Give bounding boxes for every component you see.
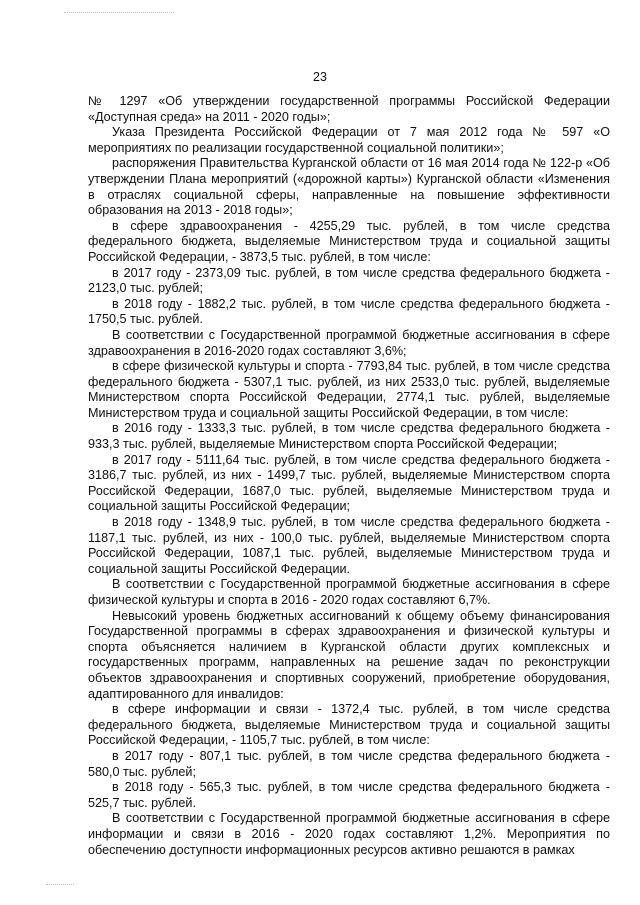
paragraph-healthcare-total: в сфере здравоохранения - 4255,29 тыс. рублей, в том числе средства федерального бюджета, выделяемые Министерством труда и социальной защиты Российской Федерации, - 3873,5 тыс. рублей, в том числе: <box>88 218 610 264</box>
scan-artifact-top <box>64 12 174 14</box>
paragraph-information-2018: в 2018 году - 565,3 тыс. рублей, в том числе средства федерального бюджета - 525,7 тыс. рублей. <box>88 780 610 810</box>
paragraph-information-2017: в 2017 году - 807,1 тыс. рублей, в том числе средства федерального бюджета - 580,0 тыс. рублей; <box>88 748 610 779</box>
paragraph-information-total: в сфере информации и связи - 1372,4 тыс. рублей, в том числе средства федерального бюджета, выделяемые Министерством труда и социальной защиты Российской Федерации, - 1105,7 тыс. рублей, в том числе: <box>88 702 610 748</box>
paragraph-healthcare-share: В соответствии с Государственной программой бюджетные ассигнования в сфере здравоохранения в 2016-2020 годах составляют 3,6%; <box>88 327 610 358</box>
paragraph-sport-2017: в 2017 году - 5111,64 тыс. рублей, в том числе средства федерального бюджета - 3186,7 тыс. рублей, из них - 1499,7 тыс. рублей, выделяемые Министерством спорта Российской Федерации, 1687,0 тыс. рублей, выделяемые Министерством труда и социальной защиты Российской Федерации; <box>88 452 610 514</box>
paragraph-sport-share: В соответствии с Государственной программой бюджетные ассигнования в сфере физической культуры и спорта в 2016 - 2020 годах составляют 6,7%. <box>88 577 610 607</box>
paragraph-healthcare-2017: в 2017 году - 2373,09 тыс. рублей, в том числе средства федерального бюджета - 2123,0 тыс. рублей; <box>88 265 610 296</box>
paragraph-sport-2018: в 2018 году - 1348,9 тыс. рублей, в том числе средства федерального бюджета - 1187,1 тыс. рублей, из них - 100,0 тыс. рублей, выделяемые Министерством спорта Российской Федерации, 1087,1 тыс. рублей, выделяемые Министерством труда и социальной защиты Российской Федерации. <box>88 515 610 576</box>
paragraph-decree-1297: № 1297 «Об утверждении государственной программы Российской Федерации «Доступная среда» на 2011 - 2020 годы»; <box>88 94 610 124</box>
paragraph-presidential-decree: Указа Президента Российской Федерации от 7 мая 2012 года № 597 «О мероприятиях по реализации государственной социальной политики»; <box>88 125 610 155</box>
paragraph-information-share: В соответствии с Государственной программой бюджетные ассигнования в сфере информации и связи в 2016 - 2020 годах составляют 1,2%. Мероприятия по обеспечению доступности информационных ресурсов активно решаются в рамках <box>88 811 610 857</box>
paragraph-kurgan-order: распоряжения Правительства Курганской области от 16 мая 2014 года № 122-р «Об утверждении Плана мероприятий («дорожной карты») Курганской области «Изменения в отраслях социальной сферы, направленные на повышение эффективности образования на 2013 - 2018 годы»; <box>88 156 610 218</box>
scan-artifact-bottom <box>46 884 74 886</box>
paragraph-healthcare-2018: в 2018 году - 1882,2 тыс. рублей, в том числе средства федерального бюджета - 1750,5 тыс. рублей. <box>88 296 610 327</box>
paragraph-low-funding-explanation: Невысокий уровень бюджетных ассигнований к общему объему финансирования Государственной программы в сферах здравоохранения и физической культуры и спорта объясняется наличием в Курганской области других комплексных и государственных программ, направленных на решение задач по реконструкции объектов здравоохранения и спортивных сооружений, приобретение оборудования, адаптированного для инвалидов: <box>88 608 610 701</box>
paragraph-sport-total: в сфере физической культуры и спорта - 7793,84 тыс. рублей, в том числе средства федерального бюджета - 5307,1 тыс. рублей, из них 2533,0 тыс. рублей, выделяемые Министерством спорта Российской Федерации, 2774,1 тыс. рублей, выделяемые Министерством труда и социальной защиты Российской Федерации, в том числе: <box>88 359 610 420</box>
page-number: 23 <box>313 70 327 84</box>
document-body <box>88 94 610 858</box>
paragraph-sport-2016: в 2016 году - 1333,3 тыс. рублей, в том числе средства федерального бюджета - 933,3 тыс. рублей, выделяемые Министерством спорта Российской Федерации; <box>88 421 610 452</box>
